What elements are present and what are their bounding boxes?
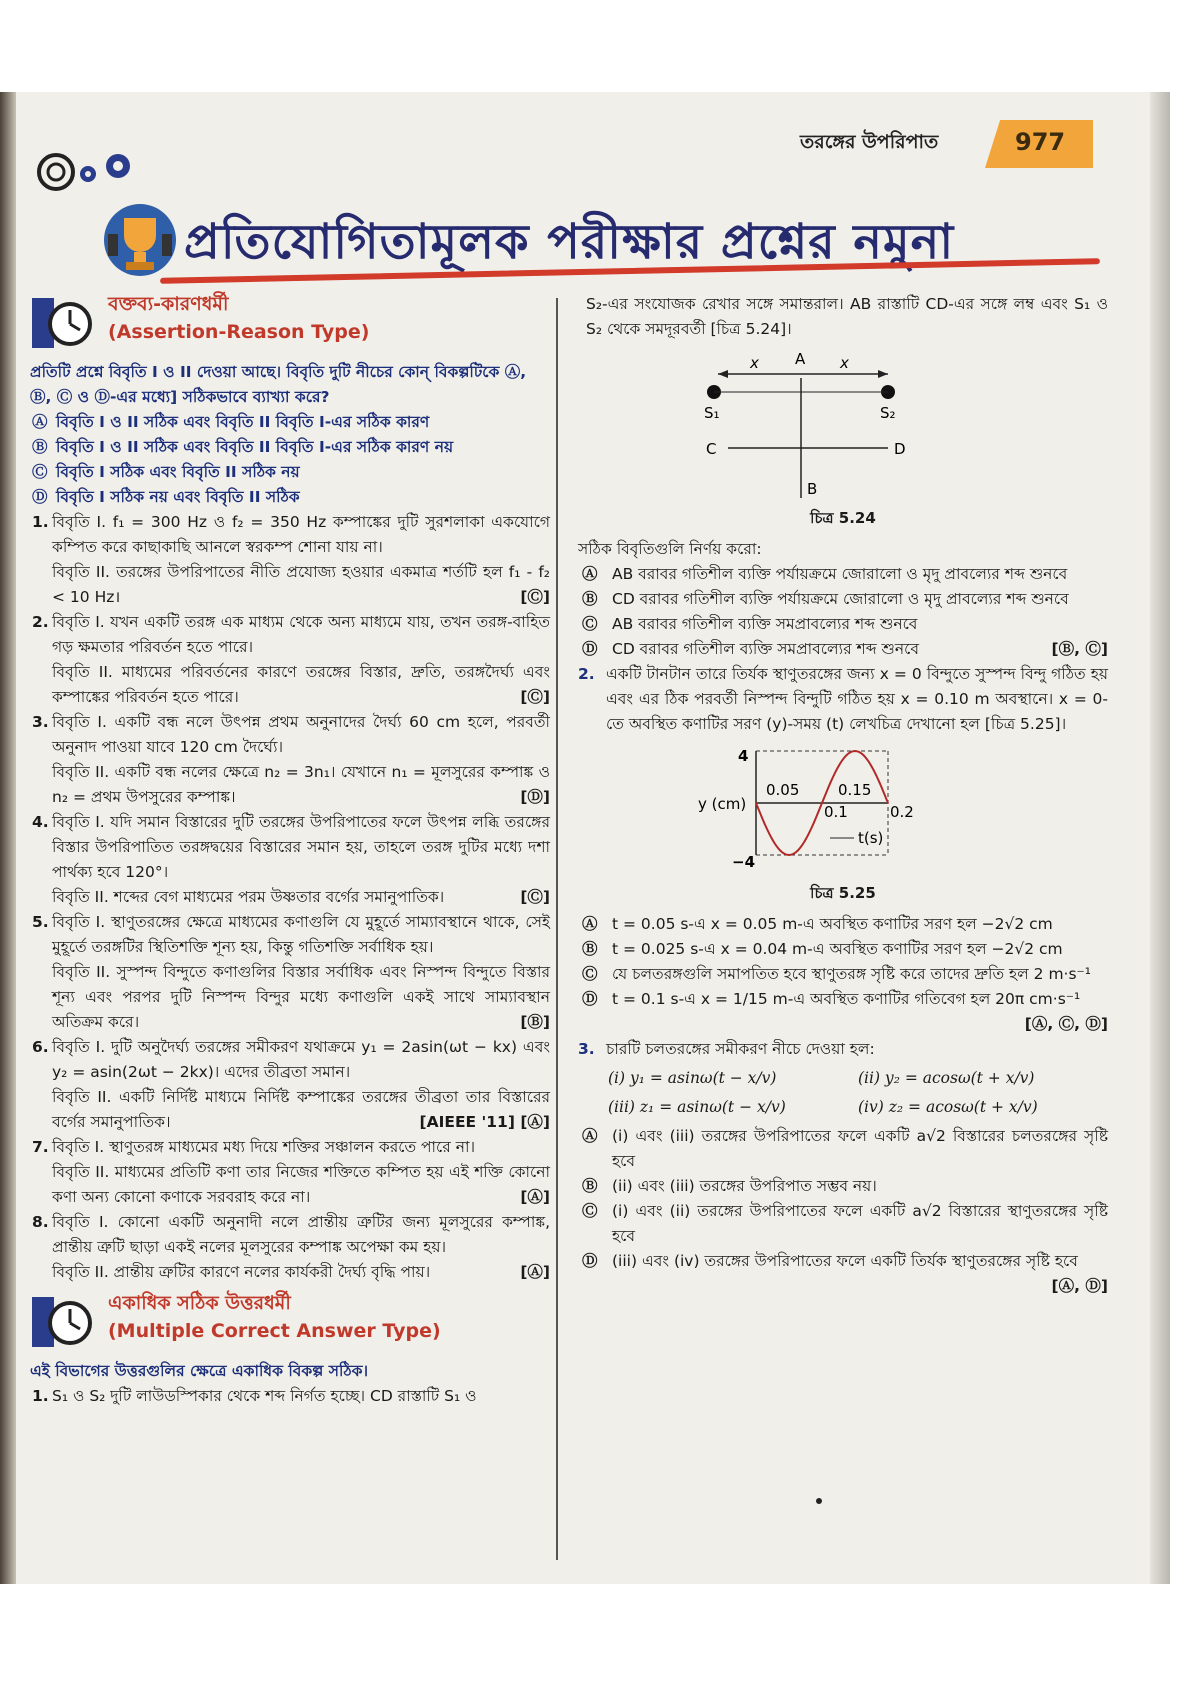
- question-item: 2. বিবৃতি I. যখন একটি তরঙ্গ এক মাধ্যম থেকে অন্য মাধ্যমে যায়, তখন তরঙ্গ-বাহিত গড় ক্ষমতার পরিবর্তন হতে পারে। বিবৃতি II. মাধ্যমের পরিবর্তনের কারণে তরঙ্গের বিস্তার, দ্রুতি, তরঙ্গদৈর্ঘ্য এবং কম্পাঙ্কের পরিবর্তন হতে পারে। [Ⓒ]: [30, 610, 550, 710]
- data-point: [788, 854, 790, 856]
- answer-key: [Ⓑ]: [520, 1013, 550, 1031]
- data-point: [821, 802, 823, 804]
- answer-key: [AIEEE '11] [Ⓐ]: [419, 1113, 550, 1131]
- answer-option: Ⓐ (i) এবং (iii) তরঙ্গের উপরিপাতের ফলে একটি a√2 বিস্তারের চলতরঙ্গের সৃষ্টি হবে: [582, 1127, 1108, 1170]
- x-axis-label: t(s): [858, 829, 884, 847]
- data-point: [805, 839, 807, 841]
- answer-option: Ⓒ (i) এবং (ii) তরঙ্গের উপরিপাতের ফলে একটি a√2 বিস্তারের স্থাণুতরঙ্গের সৃষ্টি হবে: [582, 1202, 1108, 1245]
- svg-text:A: A: [795, 350, 806, 368]
- assertion-options: [30, 410, 550, 510]
- statement-1: বিবৃতি I. দুটি অনুদৈর্ঘ্য তরঙ্গের সমীকরণ যথাক্রমে y₁ = 2asin(ωt − kx) এবং y₂ = asin(2ωt − 2kx)। এদের তীব্রতা সমান।: [52, 1038, 550, 1081]
- page-number: 977: [1015, 128, 1066, 156]
- data-point: [838, 765, 840, 767]
- assertion-option: Ⓒ বিবৃতি I সঠিক এবং বিবৃতি II সঠিক নয়: [32, 463, 300, 481]
- question-item: 3. বিবৃতি I. একটি বন্ধ নলে উৎপন্ন প্রথম অনুনাদের দৈর্ঘ্য 60 cm হলে, পরবর্তী অনুনাদ পাওয়া যাবে 120 cm দৈর্ঘ্যে। বিবৃতি II. একটি বন্ধ নলের ক্ষেত্রে n₂ = 3n₁। যেখানে n₁ = মূলসুরের কম্পাঙ্ক ও n₂ = প্রথম উপসুরের কম্পাঙ্ক। [Ⓓ]: [30, 710, 550, 810]
- question-item: 8. বিবৃতি I. কোনো একটি অনুনাদী নলে প্রান্তীয় ত্রুটির জন্য মূলসুরের কম্পাঙ্ক, প্রান্তীয় ত্রুটি ছাড়া একই নলের মূলসুরের কম্পাঙ্ক অপেক্ষা কম হয়। বিবৃতি II. প্রান্তীয় ত্রুটির কারণে নলের কার্যকরী দৈর্ঘ্য বৃদ্ধি পায়। [Ⓐ]: [30, 1210, 550, 1285]
- svg-text:B: B: [807, 480, 818, 498]
- statement-1: বিবৃতি I. যখন একটি তরঙ্গ এক মাধ্যম থেকে অন্য মাধ্যমে যায়, তখন তরঙ্গ-বাহিত গড় ক্ষমতার পরিবর্তন হতে পারে।: [52, 613, 550, 656]
- answer-key: [Ⓒ]: [520, 688, 550, 706]
- equation: (i) y₁ = asinω(t − x/v): [608, 1069, 777, 1087]
- y-tick-label: −4: [732, 853, 756, 871]
- section1-instruction: প্রতিটি প্রশ্নে বিবৃতি I ও II দেওয়া আছে। বিবৃতি দুটি নীচের কোন্ বিকল্পটিকে Ⓐ, Ⓑ, Ⓒ ও Ⓓ-এর মধ্যে] সঠিকভাবে ব্যাখ্যা করে?: [30, 363, 527, 406]
- statement-2: বিবৃতি II. মাধ্যমের পরিবর্তনের কারণে তরঙ্গের বিস্তার, দ্রুতি, তরঙ্গদৈর্ঘ্য এবং কম্পাঙ্কের পরিবর্তন হতে পারে। [Ⓒ]: [52, 660, 550, 710]
- statement-1: বিবৃতি I. স্থাণুতরঙ্গ মাধ্যমের মধ্য দিয়ে শক্তির সঞ্চালন করতে পারে না।: [52, 1138, 476, 1156]
- svg-text:S₂: S₂: [880, 404, 896, 422]
- assertion-option: Ⓐ বিবৃতি I ও II সঠিক এবং বিবৃতি II বিবৃতি I-এর সঠিক কারণ: [32, 413, 430, 431]
- svg-text:S₁: S₁: [704, 404, 720, 422]
- answer-key: [Ⓐ, Ⓓ]: [1051, 1277, 1108, 1295]
- equation-row: [578, 1095, 1108, 1120]
- svg-text:x: x: [840, 354, 849, 372]
- displacement-time-graph: [578, 743, 1098, 873]
- answer-option: Ⓓ (iii) এবং (iv) তরঙ্গের উপরিপাতের ফলে একটি তির্যক স্থাণুতরঙ্গের সৃষ্টি হবে [Ⓐ, Ⓓ]: [578, 1249, 1108, 1274]
- answer-option: Ⓓ t = 0.1 s-এ x = 1/15 m-এ অবস্থিত কণাটির গতিবেগ হল 20π cm·s⁻¹ [Ⓐ, Ⓒ, Ⓓ]: [578, 987, 1108, 1012]
- assertion-option: Ⓑ বিবৃতি I ও II সঠিক এবং বিবৃতি II বিবৃতি I-এর সঠিক কারণ নয়: [32, 438, 454, 456]
- answer-option: Ⓓ CD বরাবর গতিশীল ব্যক্তি সমপ্রাবল্যের শব্দ শুনবে [Ⓑ, Ⓒ]: [578, 637, 1108, 662]
- page-gutter-shadow: [0, 92, 16, 1584]
- section-heading-multiple: [30, 1291, 550, 1355]
- chapter-title: তরঙ্গের উপরিপাত: [800, 131, 939, 153]
- statement-2: বিবৃতি II. একটি বন্ধ নলের ক্ষেত্রে n₂ = 3n₁। যেখানে n₁ = মূলসুরের কম্পাঙ্ক ও n₂ = প্রথম উপসুরের কম্পাঙ্ক। [Ⓓ]: [52, 760, 550, 810]
- answer-option: Ⓐ AB বরাবর গতিশীল ব্যক্তি পর্যায়ক্রমে জোরালো ও মৃদু প্রাবল্যের শব্দ শুনবে: [582, 565, 1068, 583]
- answer-option: Ⓐ t = 0.05 s-এ x = 0.05 m-এ অবস্থিত কণাটির সরণ হল −2√2 cm: [582, 915, 1053, 933]
- title-banner: [100, 200, 1100, 288]
- left-column: [30, 292, 550, 1409]
- section2-instruction: এই বিভাগের উত্তরগুলির ক্ষেত্রে একাধিক বিকল্প সঠিক।: [30, 1362, 369, 1380]
- answer-option: Ⓑ CD বরাবর গতিশীল ব্যক্তি পর্যায়ক্রমে জোরালো ও মৃদু প্রাবল্যের শব্দ শুনবে: [582, 590, 1069, 608]
- question-1-continued: S₂-এর সংযোজক রেখার সঙ্গে সমান্তরাল। AB রাস্তাটি CD-এর সঙ্গে লম্ব এবং S₁ ও S₂ থেকে সমদূরবর্তী [চিত্র 5.24]।: [586, 295, 1108, 338]
- answer-key: [Ⓒ]: [520, 588, 550, 606]
- statement-1: বিবৃতি I. f₁ = 300 Hz ও f₂ = 350 Hz কম্পাঙ্কের দুটি সুরশলাকা একযোগে কম্পিত করে কাছাকাছি আনলে স্বরকম্প শোনা যায় না।: [52, 513, 550, 556]
- equation: (iv) z₂ = acosω(t + x/v): [858, 1098, 1038, 1116]
- answer-key: [Ⓐ, Ⓒ, Ⓓ]: [1024, 1015, 1108, 1033]
- y-axis-label: y (cm): [698, 795, 747, 813]
- answer-key: [Ⓒ]: [520, 888, 550, 906]
- section2-title-en: (Multiple Correct Answer Type): [108, 1320, 441, 1342]
- statement-2: বিবৃতি II. শব্দের বেগ মাধ্যমের পরম উষ্ণতার বর্গের সমানুপাতিক। [Ⓒ]: [52, 885, 550, 910]
- x-tick-label: 0.1: [824, 803, 848, 821]
- equation: (iii) z₁ = asinω(t − x/v): [608, 1098, 786, 1116]
- stopwatch-icon: [30, 1291, 94, 1351]
- equation-row: [578, 1066, 1108, 1091]
- y-tick-label: 4: [738, 747, 749, 765]
- question-item: 1. বিবৃতি I. f₁ = 300 Hz ও f₂ = 350 Hz কম্পাঙ্কের দুটি সুরশলাকা একযোগে কম্পিত করে কাছাকাছি আনলে স্বরকম্প শোনা যায় না। বিবৃতি II. তরঙ্গের উপরিপাতের নীতি প্রযোজ্য হওয়ার একমাত্র শর্তটি হল f₁ - f₂ < 10 Hz। [Ⓒ]: [30, 510, 550, 610]
- data-point: [755, 802, 757, 804]
- trophy-icon: [100, 200, 180, 284]
- question-item: 6. বিবৃতি I. দুটি অনুদৈর্ঘ্য তরঙ্গের সমীকরণ যথাক্রমে y₁ = 2asin(ωt − kx) এবং y₂ = asin(2ωt − 2kx)। এদের তীব্রতা সমান। বিবৃতি II. একটি নির্দিষ্ট মাধ্যমে নির্দিষ্ট কম্পাঙ্কের তরঙ্গের তীব্রতা তার বিস্তারের বর্গের সমানুপাতিক। [AIEEE '11] [Ⓐ]: [30, 1035, 550, 1135]
- banner-title: প্রতিযোগিতামূলক পরীক্ষার প্রশ্নের নমুনা: [184, 214, 955, 270]
- question-item: 5. বিবৃতি I. স্থাণুতরঙ্গের ক্ষেত্রে মাধ্যমের কণাগুলি যে মুহূর্তে সাম্যাবস্থানে থাকে, সেই মুহূর্তে তরঙ্গটির স্থিতিশক্তি শূন্য হয়, কিন্তু গতিশক্তি সর্বাধিক হয়। বিবৃতি II. সুস্পন্দ বিন্দুতে কণাগুলির বিস্তার সর্বাধিক এবং নিস্পন্দ বিন্দুতে বিস্তার শূন্য এবং পরপর দুটি নিস্পন্দ বিন্দুর মধ্যে কণাগুলি একই সাথে সাম্যাবস্থান অতিক্রম করে। [Ⓑ]: [30, 910, 550, 1035]
- question-item: 4. বিবৃতি I. যদি সমান বিস্তারের দুটি তরঙ্গের উপরিপাতের ফলে উৎপন্ন লব্ধি তরঙ্গের বিস্তার উপরিপাতিত তরঙ্গদ্বয়ের বিস্তারের সমান হয়, তাহলে তরঙ্গ দুটির মধ্যে দশা পার্থক্য হবে 120°। বিবৃতি II. শব্দের বেগ মাধ্যমের পরম উষ্ণতার বর্গের সমানুপাতিক। [Ⓒ]: [30, 810, 550, 910]
- x-tick-label: 0.05: [766, 781, 800, 799]
- stopwatch-icon: [30, 292, 94, 352]
- data-point: [887, 802, 889, 804]
- x-tick-label: 0.15: [838, 781, 872, 799]
- page-dot: [816, 1498, 822, 1504]
- statement-2: বিবৃতি II. তরঙ্গের উপরিপাতের নীতি প্রযোজ্য হওয়ার একমাত্র শর্তটি হল f₁ - f₂ < 10 Hz। [Ⓒ]: [52, 560, 550, 610]
- statement-2: বিবৃতি II. মাধ্যমের প্রতিটি কণা তার নিজের শক্তিতে কম্পিত হয় এই শক্তি কোনো কণা অন্য কোনো কণাকে সরবরাহ করে না। [Ⓐ]: [52, 1160, 550, 1210]
- speaker-diagram: [578, 348, 1098, 498]
- answer-option: Ⓒ যে চলতরঙ্গগুলি সমাপতিত হবে স্থাণুতরঙ্গ সৃষ্টি করে তাদের দ্রুতি হল 2 m·s⁻¹: [582, 965, 1091, 983]
- equation: (ii) y₂ = acosω(t + x/v): [858, 1069, 1035, 1087]
- svg-text:C: C: [706, 440, 717, 458]
- answer-option: Ⓑ t = 0.025 s-এ x = 0.04 m-এ অবস্থিত কণাটির সরণ হল −2√2 cm: [582, 940, 1063, 958]
- assertion-option: Ⓓ বিবৃতি I সঠিক নয় এবং বিবৃতি II সঠিক: [32, 488, 300, 506]
- section2-title-bn: একাধিক সঠিক উত্তরধর্মী: [108, 1292, 291, 1314]
- data-point: [871, 765, 873, 767]
- answer-option: Ⓒ AB বরাবর গতিশীল ব্যক্তি সমপ্রাবল্যের শব্দ শুনবে: [582, 615, 918, 633]
- running-header: [800, 120, 1100, 168]
- statement-1: বিবৃতি I. স্থাণুতরঙ্গের ক্ষেত্রে মাধ্যমের কণাগুলি যে মুহূর্তে সাম্যাবস্থানে থাকে, সেই মুহূর্তে তরঙ্গটির স্থিতিশক্তি শূন্য হয়, কিন্তু গতিশক্তি সর্বাধিক হয়।: [52, 913, 550, 956]
- answer-option: Ⓑ (ii) এবং (iii) তরঙ্গের উপরিপাত সম্ভব নয়।: [582, 1177, 877, 1195]
- answer-key: [Ⓑ, Ⓒ]: [1051, 640, 1108, 658]
- answer-key: [Ⓐ]: [520, 1263, 550, 1281]
- data-point: [854, 750, 856, 752]
- figure-caption: চিত্র 5.25: [810, 884, 876, 902]
- x-tick-label: 0.2: [890, 803, 914, 821]
- answer-key: [Ⓐ]: [520, 1188, 550, 1206]
- question-item: 1. S₁ ও S₂ দুটি লাউডস্পিকার থেকে শব্দ নির্গত হচ্ছে। CD রাস্তাটি S₁ ও: [32, 1387, 477, 1405]
- answer-key: [Ⓓ]: [520, 788, 550, 806]
- question-item: 2. একটি টানটান তারে তির্যক স্থাণুতরঙ্গের জন্য x = 0 বিন্দুতে সুস্পন্দ বিন্দু গঠিত হয় এবং এর ঠিক পরবর্তী নিস্পন্দ বিন্দুটি গঠিত হয় x = 0.10 m অবস্থানে। x = 0-তে অবস্থিত কণাটির সরণ (y)-সময় (t) লেখচিত্র দেখানো হল [চিত্র 5.25]।: [578, 665, 1108, 733]
- question-prompt: সঠিক বিবৃতিগুলি নির্ণয় করো:: [578, 540, 762, 558]
- statement-2: বিবৃতি II. একটি নির্দিষ্ট মাধ্যমে নির্দিষ্ট কম্পাঙ্কের তরঙ্গের তীব্রতা তার বিস্তারের বর্গের সমানুপাতিক। [AIEEE '11] [Ⓐ]: [52, 1085, 550, 1135]
- gears-logo-icon: [36, 150, 146, 194]
- section1-title-bn: বক্তব্য-কারণধর্মী: [108, 293, 229, 315]
- figure-caption: চিত্র 5.24: [810, 509, 876, 527]
- question-item: 7. বিবৃতি I. স্থাণুতরঙ্গ মাধ্যমের মধ্য দিয়ে শক্তির সঞ্চালন করতে পারে না। বিবৃতি II. মাধ্যমের প্রতিটি কণা তার নিজের শক্তিতে কম্পিত হয় এই শক্তি কোনো কণা অন্য কোনো কণাকে সরবরাহ করে না। [Ⓐ]: [30, 1135, 550, 1210]
- figure-5-25: [578, 743, 1108, 906]
- statement-1: বিবৃতি I. কোনো একটি অনুনাদী নলে প্রান্তীয় ত্রুটির জন্য মূলসুরের কম্পাঙ্ক, প্রান্তীয় ত্রুটি ছাড়া একই নলের মূলসুরের কম্পাঙ্ক অপেক্ষা কম হয়।: [52, 1213, 550, 1256]
- column-divider: [556, 298, 558, 1560]
- svg-text:x: x: [750, 354, 759, 372]
- question-item: 3. চারটি চলতরঙ্গের সমীকরণ নীচে দেওয়া হল:: [578, 1040, 875, 1058]
- statement-2: বিবৃতি II. সুস্পন্দ বিন্দুতে কণাগুলির বিস্তার সর্বাধিক এবং নিস্পন্দ বিন্দুতে বিস্তার শূন্য এবং পরপর দুটি নিস্পন্দ বিন্দুর মধ্যে কণাগুলি একই সাথে সাম্যাবস্থান অতিক্রম করে। [Ⓑ]: [52, 960, 550, 1035]
- statement-1: বিবৃতি I. একটি বন্ধ নলে উৎপন্ন প্রথম অনুনাদের দৈর্ঘ্য 60 cm হলে, পরবর্তী অনুনাদ পাওয়া যাবে 120 cm দৈর্ঘ্যে।: [52, 713, 550, 756]
- statement-1: বিবৃতি I. যদি সমান বিস্তারের দুটি তরঙ্গের উপরিপাতের ফলে উৎপন্ন লব্ধি তরঙ্গের বিস্তার উপরিপাতিত তরঙ্গদ্বয়ের বিস্তারের সমান হয়, তাহলে তরঙ্গ দুটির মধ্যে দশা পার্থক্য হবে 120°।: [52, 813, 550, 881]
- statement-2: বিবৃতি II. প্রান্তীয় ত্রুটির কারণে নলের কার্যকরী দৈর্ঘ্য বৃদ্ধি পায়। [Ⓐ]: [52, 1260, 550, 1285]
- figure-5-24: [578, 348, 1108, 531]
- section1-title-en: (Assertion-Reason Type): [108, 321, 370, 343]
- svg-text:D: D: [894, 440, 906, 458]
- page-edge: [1150, 92, 1170, 1584]
- right-column: [578, 292, 1108, 1299]
- data-point: [772, 839, 774, 841]
- section-heading-assertion: [30, 292, 550, 356]
